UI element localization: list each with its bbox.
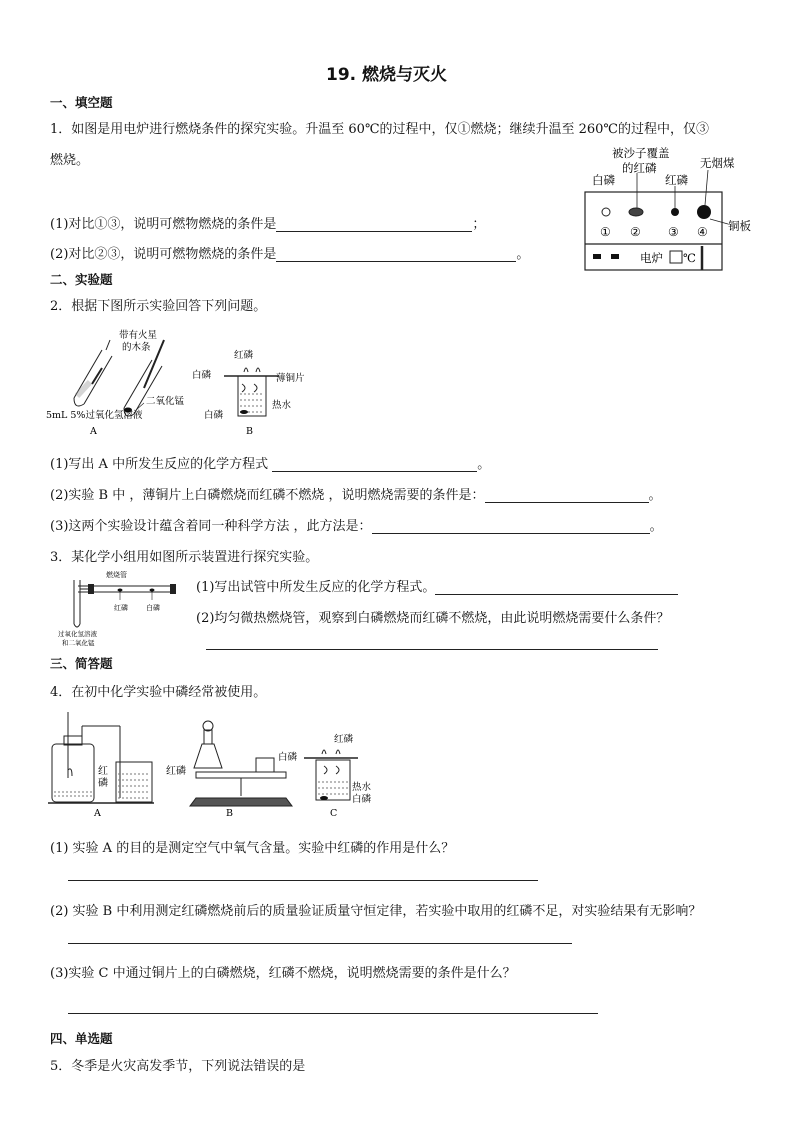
q4-part3: (3)实验 C 中通过铜片上的白磷燃烧，红磷不燃烧，说明燃烧需要的条件是什么？: [50, 966, 516, 981]
q1-stem-line1: 1．如图是用电炉进行燃烧条件的探究实验。升温至 60℃的过程中，仅①燃烧；继续升温至 260℃的过程中，仅③: [50, 122, 709, 137]
q4-figure-a: [48, 712, 154, 819]
temperature-display: [670, 251, 682, 263]
caption-q4-a: A: [94, 808, 101, 819]
q5-stem: 5．冬季是火灾高发季节，下列说法错误的是: [50, 1059, 306, 1074]
q2-figure: [44, 328, 314, 440]
num-1: ①: [600, 225, 611, 239]
q1-part1-end: ；: [472, 217, 486, 232]
q2-part3-answer-blank[interactable]: [372, 521, 650, 534]
label-glowing-splint: 带有火星: [119, 330, 158, 341]
q3-part2-answer-line[interactable]: [206, 649, 658, 650]
sand-covered-red-phosphorus: [629, 208, 643, 216]
q2-part3: [50, 515, 663, 534]
label-red-phosphorus: 红磷: [665, 173, 688, 187]
label-q3-h2o2: 过氧化氢溶液: [58, 630, 97, 638]
label-copper-plate: 铜板: [728, 219, 751, 233]
white-phosphorus-dot: [602, 208, 610, 216]
label-q4b-red-phosphorus: 红磷: [166, 766, 186, 777]
label-q4c-white-phosphorus: 白磷: [278, 752, 298, 763]
q1-part1: [50, 213, 485, 232]
label-sand-2: 的红磷: [622, 161, 657, 175]
label-mno2: 二氧化锰: [146, 396, 185, 407]
q2-part3-end: 。: [649, 519, 663, 534]
q3-part1-text: (1)写出试管中所发生反应的化学方程式。: [196, 580, 436, 595]
caption-q4-b: B: [226, 808, 233, 819]
q4-figure-b: [166, 721, 292, 819]
caption-b: B: [246, 426, 253, 437]
q3-figure: [56, 568, 186, 648]
q1-furnace-figure: [580, 144, 760, 276]
q4-part1: (1) 实验 A 的目的是测定空气中氧气含量。实验中红磷的作用是什么？: [50, 841, 455, 856]
label-b-red-phosphorus: 红磷: [234, 350, 254, 361]
q2-figure-b: [192, 349, 305, 437]
q3-part2: (2)均匀微热燃烧管，观察到白磷燃烧而红磷不燃烧，由此说明燃烧需要什么条件？: [196, 611, 670, 626]
q2-figure-a: [46, 329, 185, 437]
label-q3-white-phosphorus: 白磷: [146, 604, 160, 612]
q2-part2: [50, 484, 662, 503]
num-4: ④: [697, 225, 708, 239]
q2-part3-text: (3)这两个实验设计蕴含着同一种科学方法 ，此方法是：: [50, 519, 372, 534]
section-heading-fill-blank: 一、填空题: [50, 95, 113, 110]
q4-part2-answer-line[interactable]: [68, 943, 572, 944]
label-h2o2: 5mL 5%过氧化氢溶液: [46, 410, 143, 421]
q4-part2: (2) 实验 B 中利用测定红磷燃烧前后的质量验证质量守恒定律，若实验中取用的红磷不足，对实验结果有无影响？: [50, 904, 702, 919]
label-coal: 无烟煤: [700, 156, 735, 170]
label-b-hot-water: 热水: [272, 400, 292, 411]
label-combustion-tube: 燃烧管: [106, 571, 127, 579]
label-q3-red-phosphorus: 红磷: [114, 604, 128, 612]
q1-stem-line2: 燃烧。: [50, 153, 90, 168]
q2-part1: [50, 453, 490, 472]
q4-part1-answer-line[interactable]: [68, 880, 538, 881]
q2-part2-text: (2)实验 B 中 ，薄铜片上白磷燃烧而红磷不燃烧 ，说明燃烧需要的条件是：: [50, 488, 485, 503]
label-q4a-red: 红: [98, 766, 108, 777]
caption-a: A: [90, 426, 97, 437]
q4-stem: 4．在初中化学实验中磷经常被使用。: [50, 685, 267, 700]
q3-stem: 3．某化学小组用如图所示装置进行探究实验。: [50, 550, 319, 565]
q1-part2: [50, 243, 529, 262]
label-q4a-phosphorus: 磷: [98, 778, 108, 789]
q2-part2-end: 。: [648, 488, 662, 503]
label-q4c-red-phosphorus: 红磷: [334, 734, 354, 745]
section-heading-experiment: 二、实验题: [50, 272, 113, 287]
num-3: ③: [668, 225, 679, 239]
label-q4c-white-phosphorus-2: 白磷: [352, 794, 372, 805]
q1-part1-text: (1)对比①③，说明可燃物燃烧的条件是: [50, 217, 277, 232]
q2-part1-text: (1)写出 A 中所发生反应的化学方程式: [50, 457, 269, 472]
q3-part1: [196, 576, 678, 595]
section-heading-single-choice: 四、单选题: [50, 1031, 113, 1046]
q2-stem: 2．根据下图所示实验回答下列问题。: [50, 299, 267, 314]
q2-part1-answer-blank[interactable]: [272, 459, 477, 472]
page-title: 19. 燃烧与灭火: [326, 65, 448, 85]
label-b-copper-sheet: 薄铜片: [276, 373, 305, 384]
label-q3-mno2: 和二氧化锰: [62, 639, 95, 647]
q1-part1-answer-blank[interactable]: [276, 219, 472, 232]
q4-figure: [46, 708, 386, 820]
label-glowing-splint-2: 的木条: [122, 342, 151, 353]
q4-part3-answer-line[interactable]: [68, 1013, 598, 1014]
label-unit: ℃: [683, 251, 696, 265]
anthracite-dot: [697, 205, 711, 219]
label-q4c-hot-water: 热水: [352, 782, 372, 793]
q3-part1-answer-blank[interactable]: [435, 582, 678, 595]
q2-part1-end: 。: [477, 457, 491, 472]
red-phosphorus-dot: [671, 208, 679, 216]
caption-q4-c: C: [330, 808, 338, 819]
label-b-white-phosphorus-2: 白磷: [204, 410, 224, 421]
label-furnace: 电炉: [640, 251, 663, 265]
label-white-phosphorus: 白磷: [592, 173, 615, 187]
section-heading-short-answer: 三、简答题: [50, 656, 113, 671]
q1-part2-answer-blank[interactable]: [276, 249, 516, 262]
q2-part2-answer-blank[interactable]: [485, 490, 649, 503]
num-2: ②: [630, 225, 641, 239]
label-b-white-phosphorus: 白磷: [192, 370, 212, 381]
q1-part2-text: (2)对比②③，说明可燃物燃烧的条件是: [50, 247, 277, 262]
label-sand: 被沙子覆盖: [612, 146, 670, 160]
q1-part2-end: 。: [516, 247, 530, 262]
